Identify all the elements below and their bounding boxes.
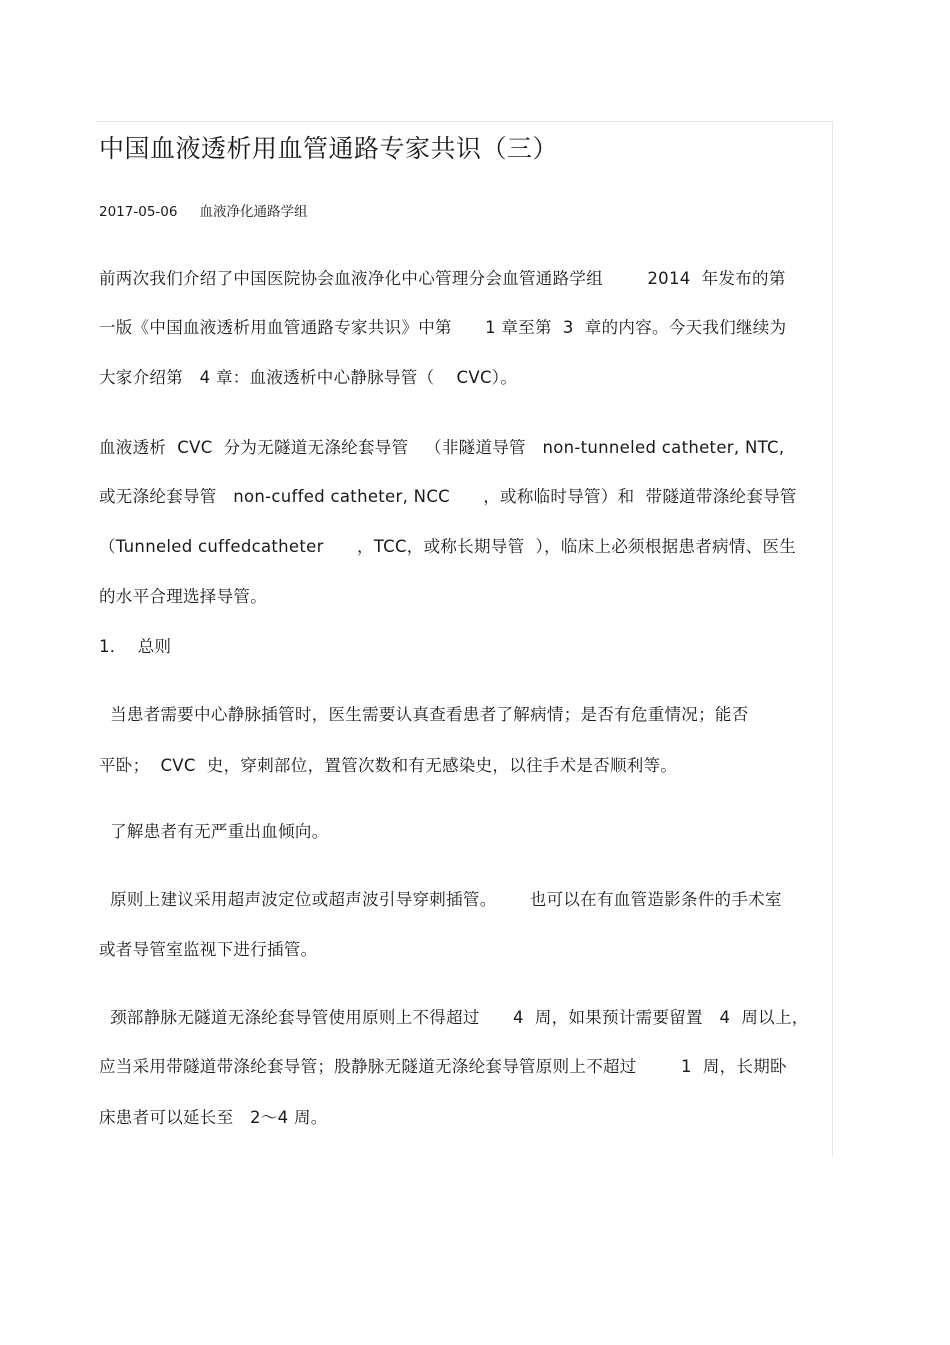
paragraph-line: 床患者可以延长至 2～4 周。 (99, 1108, 328, 1127)
article-title: 中国血液透析用血管通路专家共识（三） (99, 134, 559, 163)
paragraph-line: 或者导管室监视下进行插管。 (99, 940, 318, 959)
section-heading: 1． 总则 (99, 637, 172, 656)
paragraph-line: 平卧； CVC 史，穿刺部位，置管次数和有无感染史，以往手术是否顺利等。 (99, 756, 678, 775)
paragraph-line: 颈部静脉无隧道无涤纶套导管使用原则上不得超过 4 周，如果预计需要留置 4 周以上， (99, 1008, 809, 1027)
paragraph-line: 一版《中国血液透析用血管通路专家共识》中第 1 章至第 3 章的内容。今天我们继续为 (99, 318, 787, 337)
article-author: 血液净化通路学组 (199, 204, 308, 220)
paragraph-line: 的水平合理选择导管。 (99, 587, 267, 606)
paragraph-line: 或无涤纶套导管 non-cuffed catheter, NCC ，或称临时导管）和 带隧道带涤纶套导管 (99, 487, 797, 506)
paragraph-line: 血液透析 CVC 分为无隧道无涤纶套导管 （非隧道导管 non-tunneled catheter, NTC, (99, 438, 785, 457)
paragraph-line: 了解患者有无严重出血倾向。 (99, 822, 329, 841)
paragraph-line: （Tunneled cuffedcatheter ，TCC，或称长期导管 ），临床上必须根据患者病情、医生 (99, 537, 797, 556)
article-meta (99, 203, 307, 221)
paragraph-line: 原则上建议采用超声波定位或超声波引导穿刺插管。 也可以在有血管造影条件的手术室 (99, 890, 782, 909)
paragraph-line: 当患者需要中心静脉插管时，医生需要认真查看患者了解病情；是否有危重情况；能否 (99, 705, 749, 724)
paragraph-line: 大家介绍第 4 章：血液透析中心静脉导管（ CVC）。 (99, 368, 518, 387)
page-frame-top-border (96, 121, 833, 122)
paragraph-line: 前两次我们介绍了中国医院协会血液净化中心管理分会血管通路学组 2014 年发布的第 (99, 269, 786, 288)
page-frame-right-border (832, 121, 833, 1157)
paragraph-line: 应当采用带隧道带涤纶套导管；股静脉无隧道无涤纶套导管原则上不超过 1 周，长期卧 (99, 1057, 787, 1076)
article-date: 2017-05-06 (99, 204, 178, 220)
